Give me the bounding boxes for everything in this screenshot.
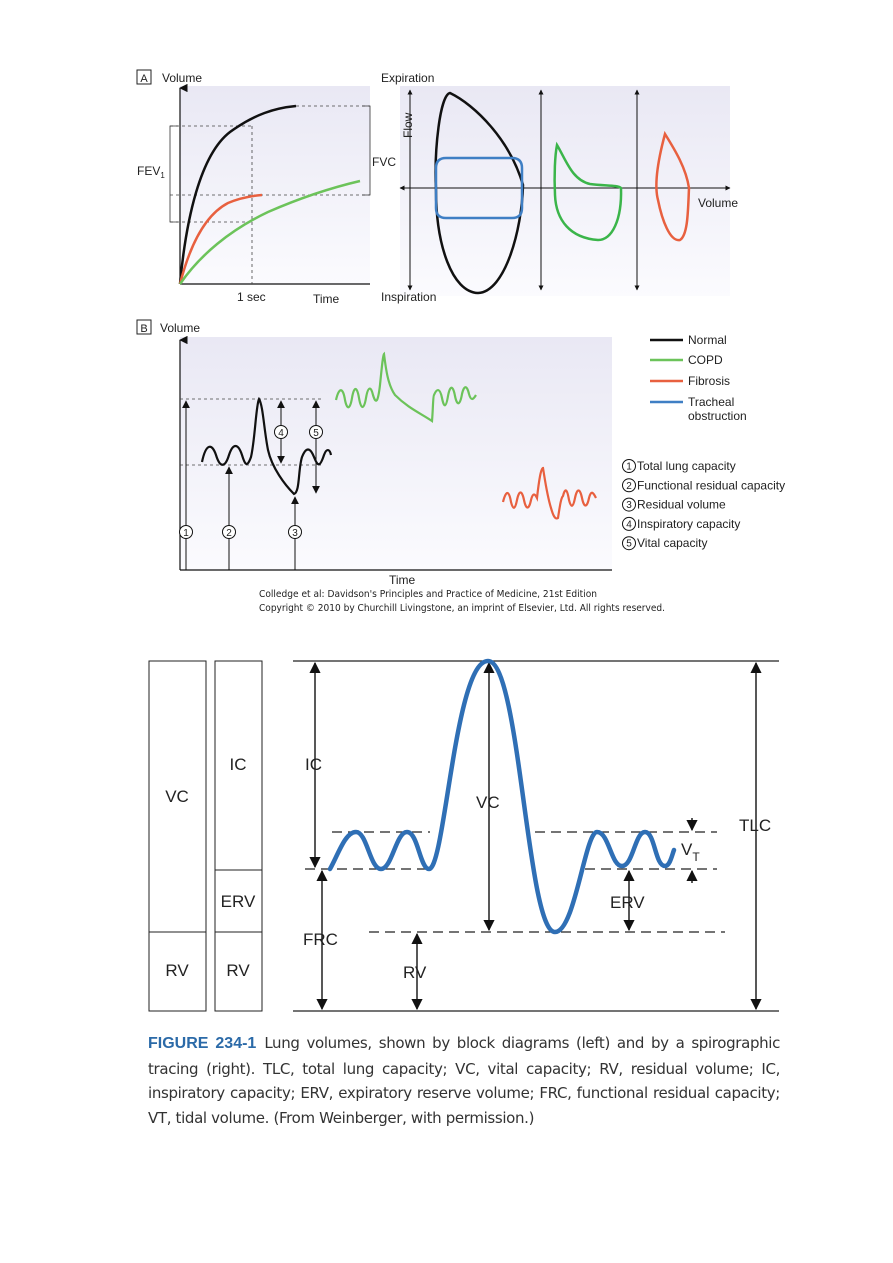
marker-4: [275, 426, 288, 440]
volume-time-plot: [137, 71, 396, 306]
key-number: 4: [626, 519, 632, 531]
svg-text:1: 1: [183, 528, 189, 539]
block-rv-label: RV: [165, 961, 189, 980]
key-label: Total lung capacity: [637, 459, 736, 473]
marker-1: [180, 526, 193, 540]
label-erv: ERV: [610, 893, 645, 912]
legend-label-fibrosis: Fibrosis: [688, 374, 731, 388]
legend-label-normal: Normal: [688, 333, 727, 347]
key-label: Vital capacity: [637, 536, 708, 551]
x-axis-label: Time: [389, 573, 416, 587]
block-erv-label: ERV: [220, 892, 256, 911]
svg-text:3: 3: [292, 528, 298, 539]
y-axis-label: Volume: [160, 321, 201, 335]
key-label: Functional residual capacity: [637, 478, 786, 493]
panel-a: [137, 70, 738, 306]
fvc-label: FVC: [372, 155, 396, 169]
key-label: Inspiratory capacity: [637, 516, 741, 531]
figure-caption: [148, 1031, 780, 1130]
key-number: 1: [626, 461, 632, 473]
legend-label-tracheal: Tracheal obstruction: [688, 395, 747, 423]
svg-text:4: 4: [278, 428, 284, 439]
label-rv: RV: [403, 963, 427, 982]
label-vt: $V_T$: [681, 840, 700, 864]
spirographic-tracing: [293, 661, 779, 1011]
legend: [650, 333, 747, 423]
label-vc: VC: [476, 793, 500, 812]
block-ic-label: IC: [229, 755, 247, 774]
flow-volume-plot: [381, 71, 738, 304]
panel-a-label: A: [140, 73, 148, 85]
marker-2: [223, 526, 236, 540]
expiration-label: Expiration: [381, 71, 435, 85]
spirogram-trace: [330, 661, 674, 932]
label-ic: IC: [305, 755, 322, 774]
tick-1sec: 1 sec: [237, 290, 266, 304]
credit-line-2: Copyright © 2010 by Churchill Livingstone, an imprint of Elsevier, Ltd. All rights reserved.: [259, 603, 665, 614]
key-number: 3: [626, 500, 632, 512]
block-vc-label: VC: [165, 787, 189, 806]
panel-b-label: B: [140, 323, 148, 335]
marker-5: [310, 426, 323, 440]
fev1-bracket: [170, 126, 178, 222]
x-axis-label: Time: [313, 292, 340, 306]
key-item: [623, 536, 708, 550]
label-frc: FRC: [303, 930, 338, 949]
figure-label: FIGURE 234-1: [148, 1035, 257, 1052]
block-diagram-right: [215, 661, 262, 1011]
key-label: Residual volume: [637, 497, 726, 512]
flow-label: Flow: [401, 112, 415, 138]
key-item: [623, 478, 786, 492]
key-item: [623, 498, 727, 512]
key-item: [623, 517, 741, 531]
y-axis-label: Volume: [162, 71, 203, 85]
panel-b: [137, 320, 612, 587]
volume-key: [623, 459, 786, 550]
key-item: [623, 459, 736, 473]
caption-text: Lung volumes, shown by block diagrams (left) and by a spirographic tracing (right). TLC, total lung capacity; VC, vital capacity; RV, residual volume; IC, inspiratory capacity; ERV, expiratory reserve volume; FRC, functional residual capacity; VT, tidal volume. (From Weinberger, with permission.): [148, 1034, 780, 1127]
inspiration-label: Inspiration: [381, 290, 437, 304]
svg-text:2: 2: [226, 528, 232, 539]
block-rv-label: RV: [226, 961, 250, 980]
block-diagram-left: [149, 661, 206, 1011]
volume-label: Volume: [698, 196, 739, 210]
key-number: 2: [626, 480, 632, 492]
svg-text:5: 5: [313, 428, 319, 439]
label-tlc: TLC: [739, 816, 772, 835]
fev1-label: $FEV_1$: [137, 164, 165, 180]
credit-line-1: Colledge et al: Davidson's Principles and Practice of Medicine, 21st Edition: [259, 589, 597, 600]
legend-label-copd: COPD: [688, 353, 723, 367]
key-number: 5: [626, 538, 632, 550]
plot-background: [180, 337, 612, 570]
marker-3: [289, 526, 302, 540]
